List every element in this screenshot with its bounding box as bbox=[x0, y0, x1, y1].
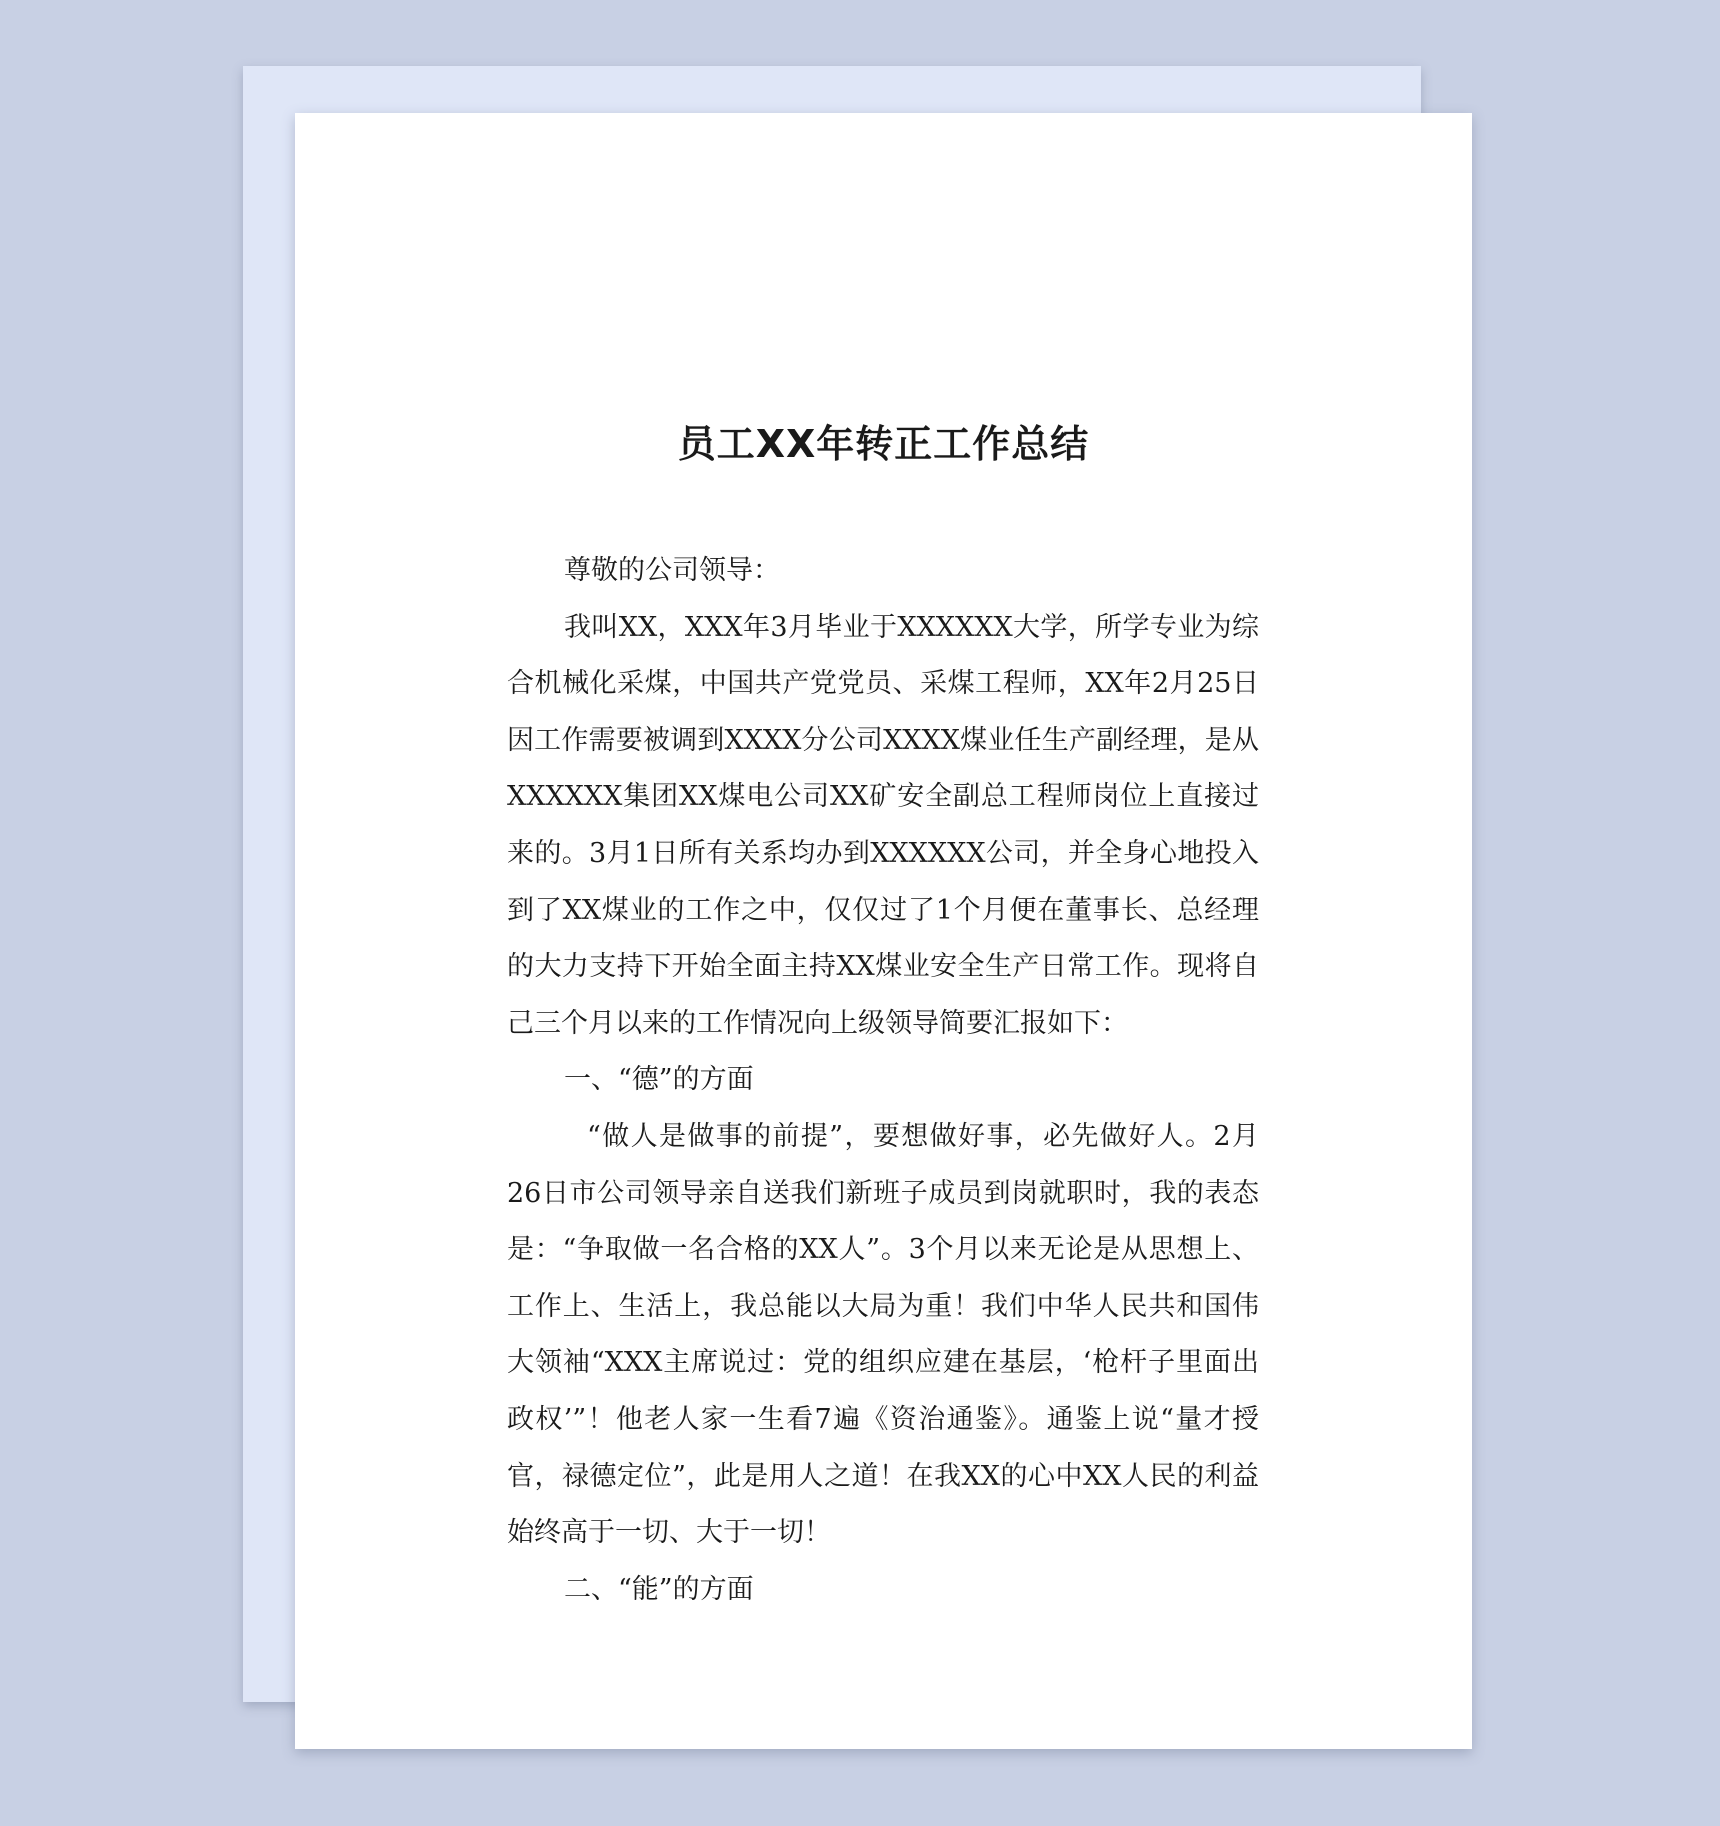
document-body bbox=[507, 543, 1259, 1618]
section-heading-ability: 二、“能”的方面 bbox=[564, 1573, 754, 1605]
document-page bbox=[295, 113, 1472, 1749]
virtue-paragraph: “做人是做事的前提”，要想做好事，必先做好人。2月26日市公司领导亲自送我们新班子成员到岗就职时，我的表态是：“争取做一名合格的XX人”。3个月以来无论是从思想上、工作上、生活上，我总能以大局为重！我们中华人民共和国伟大领袖“XXX主席说过：党的组织应建在基层，‘枪杆子里面出政权’”！他老人家一生看7遍《资治通鉴》。通鉴上说“量才授官，禄德定位”，此是用人之道！在我XX的心中XX人民的利益始终高于一切、大于一切！ bbox=[507, 1120, 1259, 1549]
salutation: 尊敬的公司领导： bbox=[564, 555, 780, 586]
section-heading-virtue: 一、“德”的方面 bbox=[564, 1064, 754, 1096]
document-title: 员工XX年转正工作总结 bbox=[677, 422, 1090, 466]
intro-paragraph: 我叫XX，XXX年3月毕业于XXXXXX大学，所学专业为综合机械化采煤，中国共产党党员、采煤工程师，XX年2月25日因工作需要被调到XXXX分公司XXXX煤业任生产副经理，是从XXXXXX集团XX煤电公司XX矿安全副总工程师岗位上直接过来的。3月1日所有关系均办到XXXXXX公司，并全身心地投入到了XX煤业的工作之中，仅仅过了1个月便在董事长、总经理的大力支持下开始全面主持XX煤业安全生产日常工作。现将自己三个月以来的工作情况向上级领导简要汇报如下： bbox=[507, 611, 1259, 1039]
